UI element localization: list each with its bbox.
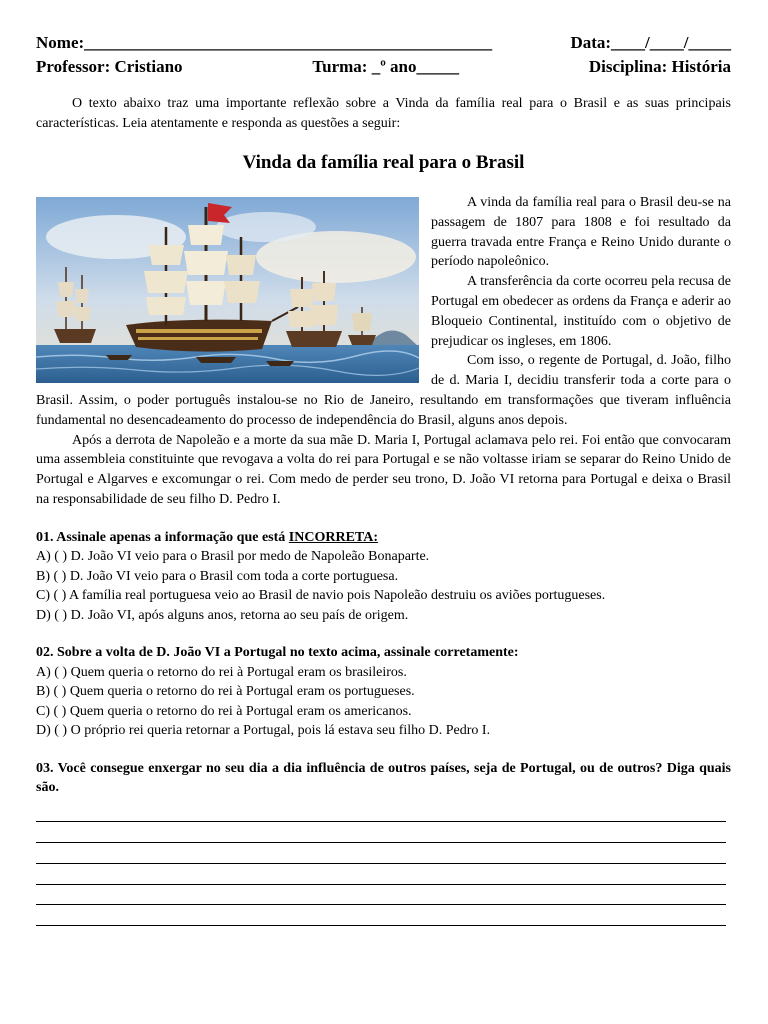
question-3 xyxy=(36,759,731,926)
article-paragraph-3: Com isso, o regente de Portugal, d. João, filho de d. Maria I, decidiu transferir toda a corte para o Brasil. Assim, o poder português instalou-se no Rio de Janeiro, resultando em transformações que tiveram influência fundamental no desencadeamento do processo de independência do Brasil, alguns anos depois. xyxy=(36,353,731,428)
worksheet-page xyxy=(36,32,731,926)
question-3-title: 03. Você consegue enxergar no seu dia a dia influência de outros países, seja de Portugal, ou de outros? Diga quais são. xyxy=(36,760,731,796)
question-1-title-emphasis: INCORRETA: xyxy=(288,529,378,545)
date-field-label: Data:____/____/_____ xyxy=(570,33,731,52)
answer-line[interactable] xyxy=(36,843,726,864)
ships-painting-image xyxy=(36,197,419,383)
answer-line[interactable] xyxy=(36,864,726,885)
answer-line[interactable] xyxy=(36,905,726,926)
name-field-label: Nome:________________________________________________ xyxy=(36,33,493,52)
question-1-option-c[interactable]: C) ( ) A família real portuguesa veio ao Brasil de navio pois Napoleão destruiu os aviões portugueses. xyxy=(36,588,606,604)
question-1-title-prefix: 01. Assinale apenas a informação que está xyxy=(36,529,289,545)
intro-text: O texto abaixo traz uma importante reflexão sobre a Vinda da família real para o Brasil e as suas principais características. Leia atentamente e responda as questões a seguir: xyxy=(36,96,731,131)
question-2-title: 02. Sobre a volta de D. João VI a Portugal no texto acima, assinale corretamente: xyxy=(36,645,519,661)
article-paragraph-2: A transferência da corte ocorreu pela recusa de Portugal em obedecer as ordens da França e aderir ao Bloqueio Continental, instituído com o objetivo de prejudicar os ingleses, em 1806. xyxy=(431,274,731,349)
header-row-1 xyxy=(36,32,731,56)
question-1-title xyxy=(36,528,731,548)
question-2-option-a[interactable]: A) ( ) Quem queria o retorno do rei à Portugal eram os brasileiros. xyxy=(36,664,407,680)
professor-label: Professor: Cristiano xyxy=(36,57,183,76)
article-paragraph-4: Após a derrota de Napoleão e a morte da sua mãe D. Maria I, Portugal aclamava pelo rei. Foi então que convocaram uma assembleia constituinte que revogava a volta do rei para Portugal e se não voltasse iriam se separar do Reino Unido de Portugal e Algarves e excomungar o rei. Com medo de perder seu trono, D. João VI retorna para Portugal e deixa o Brasil na responsabilidade de seu filho D. Pedro I. xyxy=(36,432,731,507)
header-row-2 xyxy=(36,56,731,80)
article-paragraph-1: A vinda da família real para o Brasil deu-se na passagem de 1807 para 1808 e foi resultado da guerra travada entre França e Reino Unido durante o período napoleônico. xyxy=(431,195,731,270)
article-body xyxy=(36,193,731,510)
question-1-option-b[interactable]: B) ( ) D. João VI veio para o Brasil com toda a corte portuguesa. xyxy=(36,568,399,584)
question-1 xyxy=(36,528,731,626)
answer-lines[interactable] xyxy=(36,802,731,926)
question-2 xyxy=(36,643,731,741)
answer-line[interactable] xyxy=(36,885,726,906)
turma-label: Turma: _º ano_____ xyxy=(312,57,460,76)
question-2-option-b[interactable]: B) ( ) Quem queria o retorno do rei à Portugal eram os portugueses. xyxy=(36,684,415,700)
article-title: Vinda da família real para o Brasil xyxy=(242,152,525,173)
answer-line[interactable] xyxy=(36,822,726,843)
disciplina-label: Disciplina: História xyxy=(588,57,731,76)
question-1-option-a[interactable]: A) ( ) D. João VI veio para o Brasil por medo de Napoleão Bonaparte. xyxy=(36,549,430,565)
question-1-option-d[interactable]: D) ( ) D. João VI, após alguns anos, retorna ao seu país de origem. xyxy=(36,607,409,623)
question-2-option-c[interactable]: C) ( ) Quem queria o retorno do rei à Portugal eram os americanos. xyxy=(36,703,412,719)
question-2-option-d[interactable]: D) ( ) O próprio rei queria retornar a Portugal, pois lá estava seu filho D. Pedro I. xyxy=(36,723,491,739)
answer-line[interactable] xyxy=(36,802,726,823)
